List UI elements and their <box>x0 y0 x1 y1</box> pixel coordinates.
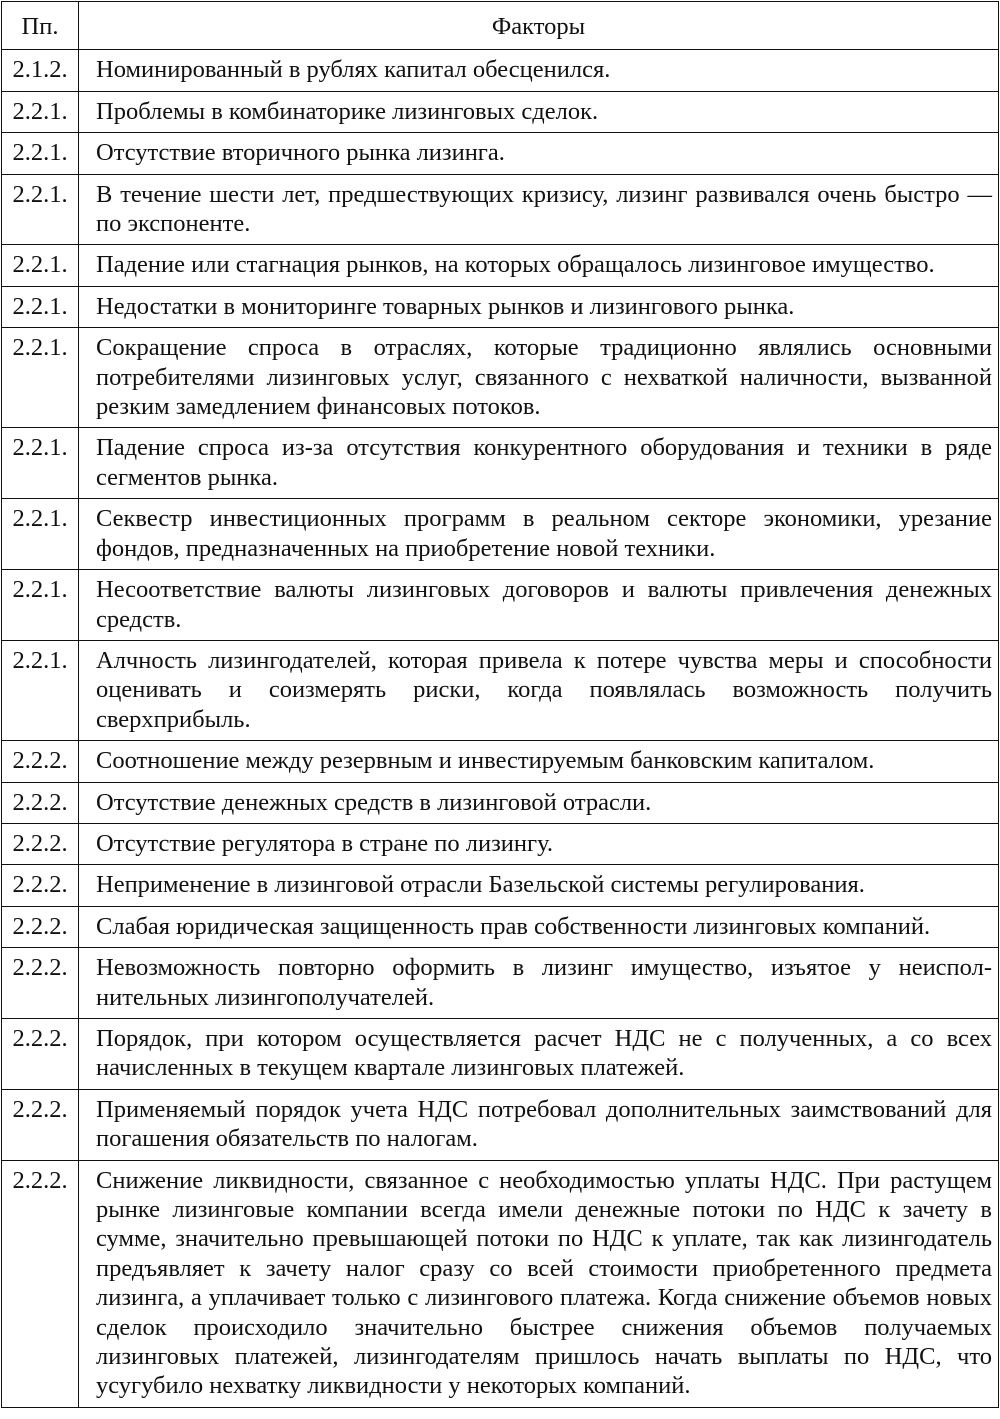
table-row <box>2 1018 999 1089</box>
row-factor-text: Проблемы в комбинаторике лизинговых сделок. <box>79 91 999 132</box>
row-factor-text: Порядок, при котором осуществляется расчет НДС не с полученных, а со всех начисленных в текущем квартале лизинговых платежей. <box>79 1018 999 1089</box>
row-number: 2.2.1. <box>2 286 79 327</box>
table-row <box>2 1160 999 1407</box>
row-factor-text: Падение спроса из-за отсутствия конкурентного оборудования и техники в ряде сегментов рынка. <box>79 428 999 499</box>
row-factor-text: Алчность лизингодателей, которая привела к потере чувства меры и способности оценивать и соизмерять риски, когда появлялась возможность получить сверхприбыль. <box>79 640 999 740</box>
table-row <box>2 570 999 641</box>
row-factor-text: Соотношение между резервным и инвестируемым банковским капиталом. <box>79 741 999 782</box>
row-factor-text: Применяемый порядок учета НДС потребовал дополнительных заимствований для погашения обязательств по налогам. <box>79 1089 999 1160</box>
table-header-row <box>2 2 999 50</box>
factors-table <box>1 1 999 1408</box>
header-factors: Факторы <box>79 2 999 50</box>
row-number: 2.2.1. <box>2 91 79 132</box>
row-factor-text: Слабая юридическая защищенность прав собственности лизинговых компаний. <box>79 906 999 947</box>
row-factor-text: Снижение ликвидности, связанное с необходимостью уплаты НДС. При растущем рынке лизинговые компании всегда имели денежные потоки по НДС к зачету в сумме, значительно превышающей потоки по НДС к уплате, так как лизингодатель предъявляет к зачету налог сразу со всей стоимости приобретенного предмета лизинга, а уплачивает только с лизингового платежа. Когда снижение объемов новых сделок происходило значительно быстрее снижения объемов получаемых лизинговых платежей, лизингодателям пришлось начать выплаты по НДС, что усугубило нехватку ликвидности у некоторых компаний. <box>79 1160 999 1407</box>
row-number: 2.2.2. <box>2 948 79 1019</box>
table-row <box>2 286 999 327</box>
table-row <box>2 91 999 132</box>
row-number: 2.2.2. <box>2 1018 79 1089</box>
row-number: 2.2.2. <box>2 823 79 864</box>
table-row <box>2 133 999 174</box>
row-number: 2.2.1. <box>2 133 79 174</box>
table-row <box>2 50 999 91</box>
row-factor-text: Отсутствие регулятора в стране по лизингу. <box>79 823 999 864</box>
row-factor-text: Номинированный в рублях капитал обесценился. <box>79 50 999 91</box>
row-number: 2.2.2. <box>2 1089 79 1160</box>
row-number: 2.1.2. <box>2 50 79 91</box>
table-row <box>2 741 999 782</box>
table-row <box>2 906 999 947</box>
row-factor-text: Несоответствие валюты лизинговых договоров и валюты привлечения денежных средств. <box>79 570 999 641</box>
row-number: 2.2.1. <box>2 640 79 740</box>
table-row <box>2 428 999 499</box>
header-number: Пп. <box>2 2 79 50</box>
table-row <box>2 499 999 570</box>
row-number: 2.2.2. <box>2 865 79 906</box>
row-number: 2.2.1. <box>2 328 79 428</box>
row-factor-text: Сокращение спроса в отраслях, которые традиционно являлись основными потребителями лизинговых услуг, связанного с нехваткой наличности, вызванной резким замедлением финансовых потоков. <box>79 328 999 428</box>
row-factor-text: Секвестр инвестиционных программ в реальном секторе экономики, урезание фондов, предназначенных на приобретение новой техники. <box>79 499 999 570</box>
table-row <box>2 865 999 906</box>
row-number: 2.2.1. <box>2 570 79 641</box>
row-factor-text: В течение шести лет, предшествующих кризису, лизинг развивался очень быстро — по экспоненте. <box>79 174 999 245</box>
row-factor-text: Отсутствие вторичного рынка лизинга. <box>79 133 999 174</box>
row-number: 2.2.2. <box>2 741 79 782</box>
row-number: 2.2.2. <box>2 782 79 823</box>
table-row <box>2 245 999 286</box>
row-number: 2.2.1. <box>2 499 79 570</box>
row-number: 2.2.1. <box>2 428 79 499</box>
row-number: 2.2.2. <box>2 1160 79 1407</box>
table-row <box>2 640 999 740</box>
row-number: 2.2.1. <box>2 245 79 286</box>
table-row <box>2 823 999 864</box>
row-factor-text: Отсутствие денежных средств в лизинговой отрасли. <box>79 782 999 823</box>
row-factor-text: Недостатки в мониторинге товарных рынков и лизингового рынка. <box>79 286 999 327</box>
row-number: 2.2.2. <box>2 906 79 947</box>
row-factor-text: Неприменение в лизинговой отрасли Базельской системы регулирования. <box>79 865 999 906</box>
table-row <box>2 328 999 428</box>
row-number: 2.2.1. <box>2 174 79 245</box>
table-row <box>2 948 999 1019</box>
table-body <box>2 50 999 1407</box>
table-row <box>2 782 999 823</box>
table-row <box>2 174 999 245</box>
table-row <box>2 1089 999 1160</box>
row-factor-text: Падение или стагнация рынков, на которых обращалось лизинговое имущество. <box>79 245 999 286</box>
row-factor-text: Невозможность повторно оформить в лизинг имущество, изъятое у неисполнительных лизингополучателей. <box>79 948 999 1019</box>
